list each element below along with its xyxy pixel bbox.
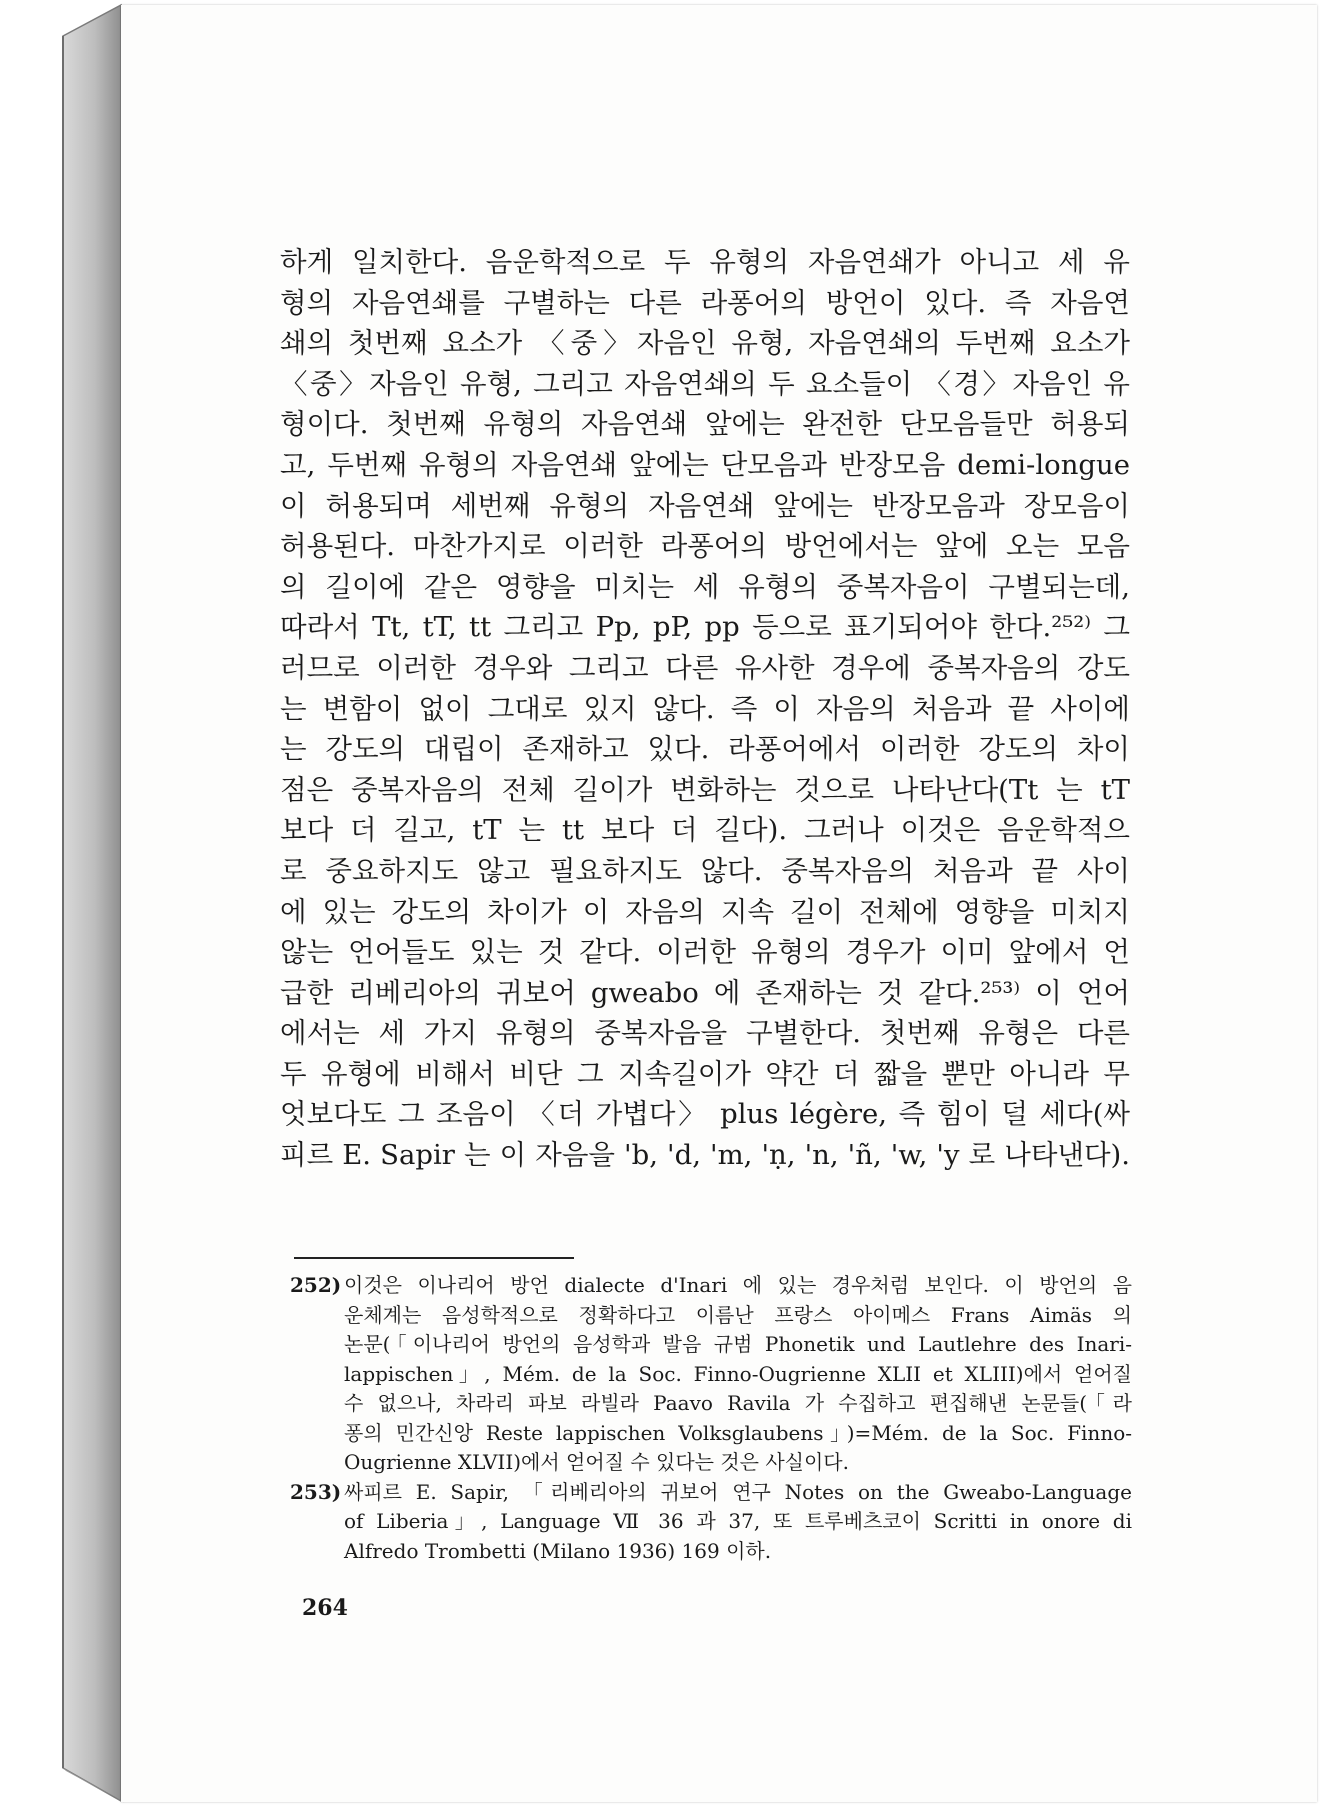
footnote-253 xyxy=(290,1478,1132,1567)
body-line: 보다 더 길고, tT 는 tt 보다 더 길다). 그러나 이것은 음운학적으 xyxy=(280,814,1130,847)
body-line: 고, 두번째 유형의 자음연쇄 앞에는 단모음과 반장모음 demi-longue xyxy=(280,448,1130,481)
body-line: 로 중요하지도 않고 필요하지도 않다. 중복자음의 처음과 끝 사이 xyxy=(280,854,1130,887)
body-line: 는 강도의 대립이 존재하고 있다. 라퐁어에서 이러한 강도의 차이 xyxy=(280,733,1130,766)
body-line: 않는 언어들도 있는 것 같다. 이러한 유형의 경우가 이미 앞에서 언 xyxy=(280,936,1130,969)
body-text xyxy=(280,242,1130,1176)
body-line: 하게 일치한다. 음운학적으로 두 유형의 자음연쇄가 아니고 세 유 xyxy=(280,246,1130,278)
body-line: 러므로 이러한 경우와 그리고 다른 유사한 경우에 중복자음의 강도 xyxy=(280,651,1130,684)
footnote-line: 수 없으나, 차라리 파보 라빌라 Paavo Ravila 가 수집하고 편집해낸 논문들(「라 xyxy=(344,1391,1132,1415)
body-line: 는 변함이 없이 그대로 있지 않다. 즉 이 자음의 처음과 끝 사이에 xyxy=(280,692,1130,725)
body-line: 형이다. 첫번째 유형의 자음연쇄 앞에는 완전한 단모음들만 허용되 xyxy=(280,408,1130,441)
footnote-252 xyxy=(290,1271,1132,1478)
body-line: 〈중〉자음인 유형, 그리고 자음연쇄의 두 요소들이 〈경〉자음인 유 xyxy=(280,367,1130,400)
footnote-number: 252) xyxy=(290,1273,342,1297)
page-number: 264 xyxy=(302,1595,348,1621)
footnote-line: of Liberia」, Language Ⅶ 36 과 37, 또 트루베츠코이 Scritti in onore di xyxy=(344,1509,1132,1533)
body-line: 허용된다. 마찬가지로 이러한 라퐁어의 방언에서는 앞에 오는 모음 xyxy=(280,530,1130,563)
body-line: 이 허용되며 세번째 유형의 자음연쇄 앞에는 반장모음과 장모음이 xyxy=(280,489,1130,522)
body-line: 점은 중복자음의 전체 길이가 변화하는 것으로 나타난다(Tt 는 tT xyxy=(280,773,1130,806)
body-line: 의 길이에 같은 영향을 미치는 세 유형의 중복자음이 구별되는데, xyxy=(280,570,1130,603)
body-line: 엇보다도 그 조음이 〈더 가볍다〉 plus légère, 즉 힘이 덜 세다(싸 xyxy=(280,1098,1130,1131)
footnote-line: 이것은 이나리어 방언 dialecte d'Inari 에 있는 경우처럼 보인다. 이 방언의 음 xyxy=(344,1273,1132,1297)
body-line: 급한 리베리아의 귀보어 gweabo 에 존재하는 것 같다.²⁵³⁾ 이 언어 xyxy=(280,976,1130,1009)
body-line: 쇄의 첫번째 요소가 〈중〉자음인 유형, 자음연쇄의 두번째 요소가 xyxy=(280,327,1130,360)
body-line: 에 있는 강도의 차이가 이 자음의 지속 길이 전체에 영향을 미치지 xyxy=(280,895,1130,928)
body-line: 두 유형에 비해서 비단 그 지속길이가 약간 더 짧을 뿐만 아니라 무 xyxy=(280,1057,1130,1090)
footnote-line: lappischen」, Mém. de la Soc. Finno-Ougrienne XLII et XLIII)에서 얻어질 xyxy=(344,1361,1132,1386)
body-line: 에서는 세 가지 유형의 중복자음을 구별한다. 첫번째 유형은 다른 xyxy=(280,1017,1130,1050)
footnote-line: 퐁의 민간신앙 Reste lappischen Volksglaubens」)=Mém. de la Soc. Finno- xyxy=(344,1420,1132,1445)
body-line: 따라서 Tt, tT, tt 그리고 Pp, pP, pp 등으로 표기되어야 한다.²⁵²⁾ 그 xyxy=(280,611,1130,644)
footnotes xyxy=(290,1271,1132,1566)
footnote-line: 운체계는 음성학적으로 정확하다고 이름난 프랑스 아이메스 Frans Aimäs 의 xyxy=(344,1302,1132,1327)
footnote-line: Ougrienne XLVII)에서 얻어질 수 있다는 것은 사실이다. xyxy=(344,1450,849,1474)
footnote-line: 싸피르 E. Sapir, 「리베리아의 귀보어 연구 Notes on the Gweabo-Language xyxy=(344,1479,1132,1504)
footnote-number: 253) xyxy=(290,1479,342,1504)
body-line: 피르 E. Sapir 는 이 자음을 'b, 'd, 'm, 'ṇ, 'n, 'ñ, 'w, 'y 로 나타낸다). xyxy=(280,1139,1130,1172)
body-line: 형의 자음연쇄를 구별하는 다른 라퐁어의 방언이 있다. 즉 자음연 xyxy=(280,286,1130,319)
footnote-divider xyxy=(294,1257,574,1259)
footnote-line: Alfredo Trombetti (Milano 1936) 169 이하. xyxy=(344,1538,772,1563)
footnote-line: 논문(「이나리어 방언의 음성학과 발음 규범 Phonetik und Lautlehre des Inari- xyxy=(344,1332,1132,1356)
